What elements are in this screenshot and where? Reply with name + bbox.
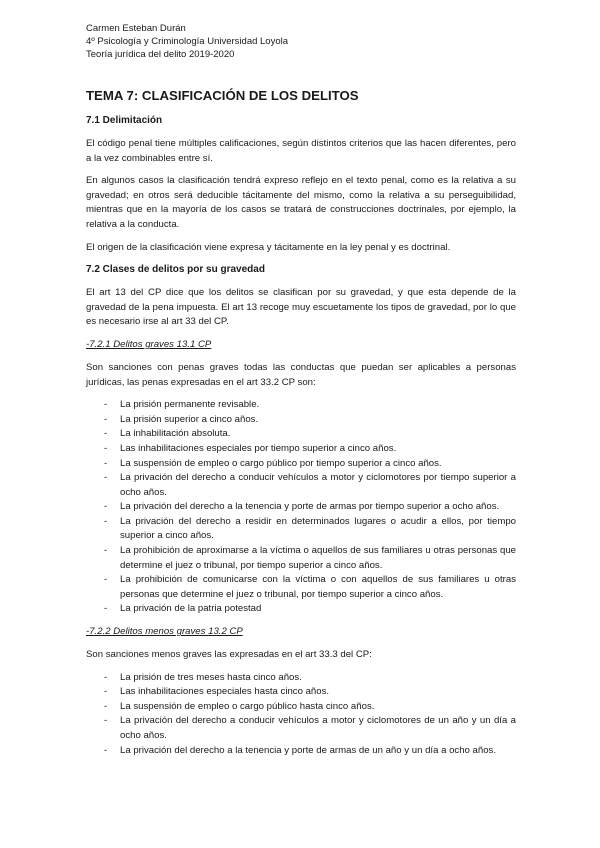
penas-menos-graves-list xyxy=(86,671,516,759)
section-heading-clases-gravedad: 7.2 Clases de delitos por su gravedad xyxy=(86,264,265,276)
paragraph: El origen de la clasificación viene expresa y tácitamente en la ley penal y es doctrinal. xyxy=(86,241,451,253)
list-item: - La suspensión de empleo o cargo público hasta cinco años. xyxy=(104,700,375,712)
section-heading-delimitacion: 7.1 Delimitación xyxy=(86,115,163,126)
list-item: - La privación del derecho a conducir vehículos a motor y ciclomotores por tiempo superior a ocho años. xyxy=(104,472,516,498)
list-item: - La prohibición de comunicarse con la víctima o con aquellos de sus familiares u otras personas que determine el juez o tribunal, por tiempo superior a cinco años. xyxy=(104,574,516,600)
list-item: - La privación del derecho a conducir vehículos a motor y ciclomotores de un año y un día a ocho años. xyxy=(104,715,516,741)
list-item: - La prisión superior a cinco años. xyxy=(104,413,259,425)
list-item: - La privación del derecho a residir en determinados lugares o acudir a ellos, por tiempo superior a cinco años. xyxy=(104,515,516,542)
list-item: - Las inhabilitaciones especiales hasta cinco años. xyxy=(104,686,330,698)
list-item: - La inhabilitación absoluta. xyxy=(104,428,231,440)
list-item: - La privación del derecho a la tenencia y porte de armas por tiempo superior a ocho años. xyxy=(104,501,500,513)
list-item: - La suspensión de empleo o cargo público por tiempo superior a cinco años. xyxy=(104,457,442,469)
paragraph: En algunos casos la clasificación tendrá expreso reflejo en el texto penal, como es la relativa a su gravedad; en otros será deducible tácitamente del mismo, como la relativa a su perseguibilidad, mientras que en la mayoría de los casos se tratará de construcciones doctrinales, por ejemplo, la relativa a la conducta. xyxy=(86,175,516,230)
course-name: 4º Psicología y Criminología Universidad Loyola xyxy=(86,36,289,47)
list-item: - La prisión de tres meses hasta cinco años. xyxy=(104,671,302,683)
subsection-heading-delitos-graves: -7.2.1 Delitos graves 13.1 CP xyxy=(86,338,212,350)
list-item: - La prohibición de aproximarse a la víctima o aquellos de sus familiares u otras personas que determine el juez o tribunal, por tiempo superior a cinco años. xyxy=(104,545,516,571)
paragraph: Son sanciones con penas graves todas las conductas que puedan ser aplicables a personas jurídicas, las penas expresadas en el art 33.2 CP son: xyxy=(86,361,516,388)
page-title: TEMA 7: CLASIFICACIÓN DE LOS DELITOS xyxy=(86,88,359,103)
list-item: - La privación de la patria potestad xyxy=(104,603,262,615)
list-item: - Las inhabilitaciones especiales por tiempo superior a cinco años. xyxy=(104,442,397,454)
penas-graves-list xyxy=(86,398,516,617)
paragraph: El art 13 del CP dice que los delitos se clasifican por su gravedad, y que esta depende de la gravedad de la pena impuesta. El art 13 recoge muy escuetamente los tipos de gravedad, por lo que es necesario irse al art 33 del CP. xyxy=(86,287,516,328)
list-item: - La prisión permanente revisable. xyxy=(104,399,260,411)
list-item: - La privación del derecho a la tenencia y porte de armas de un año y un día a ocho años. xyxy=(104,744,497,756)
author-name: Carmen Esteban Durán xyxy=(86,23,186,34)
paragraph: El código penal tiene múltiples calificaciones, según distintos criterios que las hacen diferentes, pero a la vez combinables entre sí. xyxy=(86,138,516,164)
paragraph: Son sanciones menos graves las expresadas en el art 33.3 del CP: xyxy=(86,649,372,661)
document-content xyxy=(86,22,516,766)
document-header xyxy=(86,22,516,61)
subject-name: Teoría jurídica del delito 2019-2020 xyxy=(86,49,235,60)
subsection-heading-delitos-menos-graves: -7.2.2 Delitos menos graves 13.2 CP xyxy=(86,626,243,638)
